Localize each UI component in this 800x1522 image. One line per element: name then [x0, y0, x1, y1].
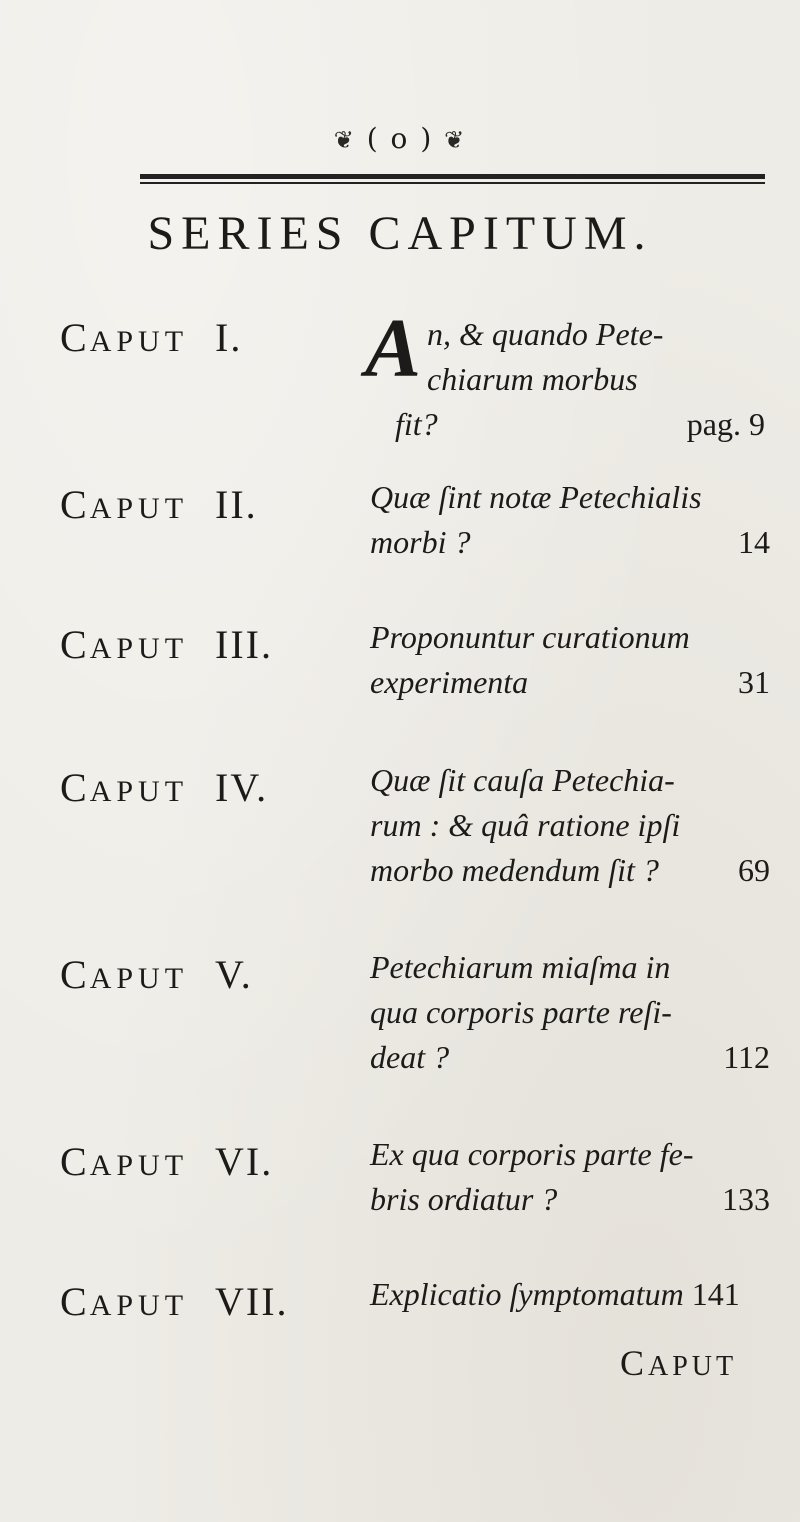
- page-number: 14: [738, 524, 770, 560]
- chapter-numeral: VII.: [215, 1279, 289, 1324]
- page-title: SERIES CAPITUM.: [147, 207, 653, 260]
- caput-initial: C: [60, 1139, 90, 1184]
- title-line: Quæ ſint notæ Petechialis: [370, 479, 702, 515]
- title-line: qua corporis parte reſi-: [370, 994, 672, 1030]
- chapter-label: [60, 1279, 289, 1324]
- chapter-title: [370, 615, 770, 705]
- chapter-title: [370, 945, 770, 1080]
- caput-word: APUT: [89, 492, 189, 525]
- page-marker: ( o ): [366, 122, 434, 155]
- caput-word: APUT: [89, 325, 189, 358]
- caput-initial: C: [60, 622, 90, 667]
- chapter-label: [60, 622, 273, 667]
- chapter-numeral: II.: [215, 482, 258, 527]
- chapter-title: [370, 758, 770, 893]
- caput-initial: C: [60, 765, 90, 810]
- title-line: Petechiarum miaſma in: [370, 949, 671, 985]
- chapter-title: [370, 1132, 770, 1222]
- page-number: 31: [738, 664, 770, 700]
- title-line: chiarum morbus: [427, 361, 638, 397]
- chapter-title: [370, 1272, 770, 1317]
- chapter-label: [60, 1139, 274, 1184]
- title-line-text: experimenta: [370, 664, 529, 700]
- title-line: [370, 1177, 770, 1222]
- page-number: 141: [691, 1276, 740, 1312]
- title-line-text: deat ?: [370, 1039, 450, 1075]
- title-line: Quæ ſit cauſa Petechia-: [370, 762, 675, 798]
- caput-initial: C: [60, 952, 90, 997]
- chapter-numeral: I.: [215, 315, 243, 360]
- chapter-label: [60, 315, 243, 360]
- title-line: n, & quando Pete-: [427, 316, 664, 352]
- title-line: [370, 1272, 770, 1317]
- caput-word: APUT: [89, 775, 189, 808]
- page-number: 69: [738, 852, 770, 888]
- page-number: 133: [722, 1181, 770, 1217]
- title-line-text: morbi ?: [370, 524, 471, 560]
- chapter-title: [370, 475, 770, 565]
- caput-initial: C: [60, 1279, 90, 1324]
- left-ornament-icon: ❦: [333, 126, 356, 154]
- caput-initial: C: [60, 482, 90, 527]
- page-number: pag. 9: [686, 406, 765, 442]
- title-line: Proponuntur curationum: [370, 619, 690, 655]
- title-line: rum : & quâ ratione ipſi: [370, 807, 681, 843]
- caput-word: APUT: [89, 1289, 189, 1322]
- title-line: [370, 1035, 770, 1080]
- caput-word: APUT: [89, 1149, 189, 1182]
- title-line-text: morbo medendum ſit ?: [370, 852, 659, 888]
- right-ornament-icon: ❦: [444, 126, 467, 154]
- title-line: [365, 402, 765, 447]
- caput-word: APUT: [89, 632, 189, 665]
- title-line: [370, 660, 770, 705]
- page-number: 112: [723, 1039, 770, 1075]
- drop-cap: A: [365, 302, 422, 395]
- title-line: Ex qua corporis parte fe-: [370, 1136, 694, 1172]
- chapter-numeral: V.: [215, 952, 253, 997]
- title-line: [370, 848, 770, 893]
- catchword: [620, 1342, 737, 1384]
- caput-word: APUT: [89, 962, 189, 995]
- chapter-numeral: IV.: [215, 765, 269, 810]
- caput-initial: C: [60, 315, 90, 360]
- chapter-label: [60, 952, 253, 997]
- catchword-rest: APUT: [648, 1351, 738, 1382]
- chapter-label: [60, 765, 269, 810]
- chapter-title: [365, 302, 765, 447]
- title-line-text: bris ordiatur ?: [370, 1181, 558, 1217]
- catchword-initial: C: [620, 1343, 649, 1383]
- chapter-numeral: VI.: [215, 1139, 274, 1184]
- chapter-numeral: III.: [215, 622, 273, 667]
- title-line-text: fit?: [395, 406, 438, 442]
- chapter-label: [60, 482, 258, 527]
- title-line-text: Explicatio ſymptomatum: [370, 1276, 684, 1312]
- title-line: [370, 520, 770, 565]
